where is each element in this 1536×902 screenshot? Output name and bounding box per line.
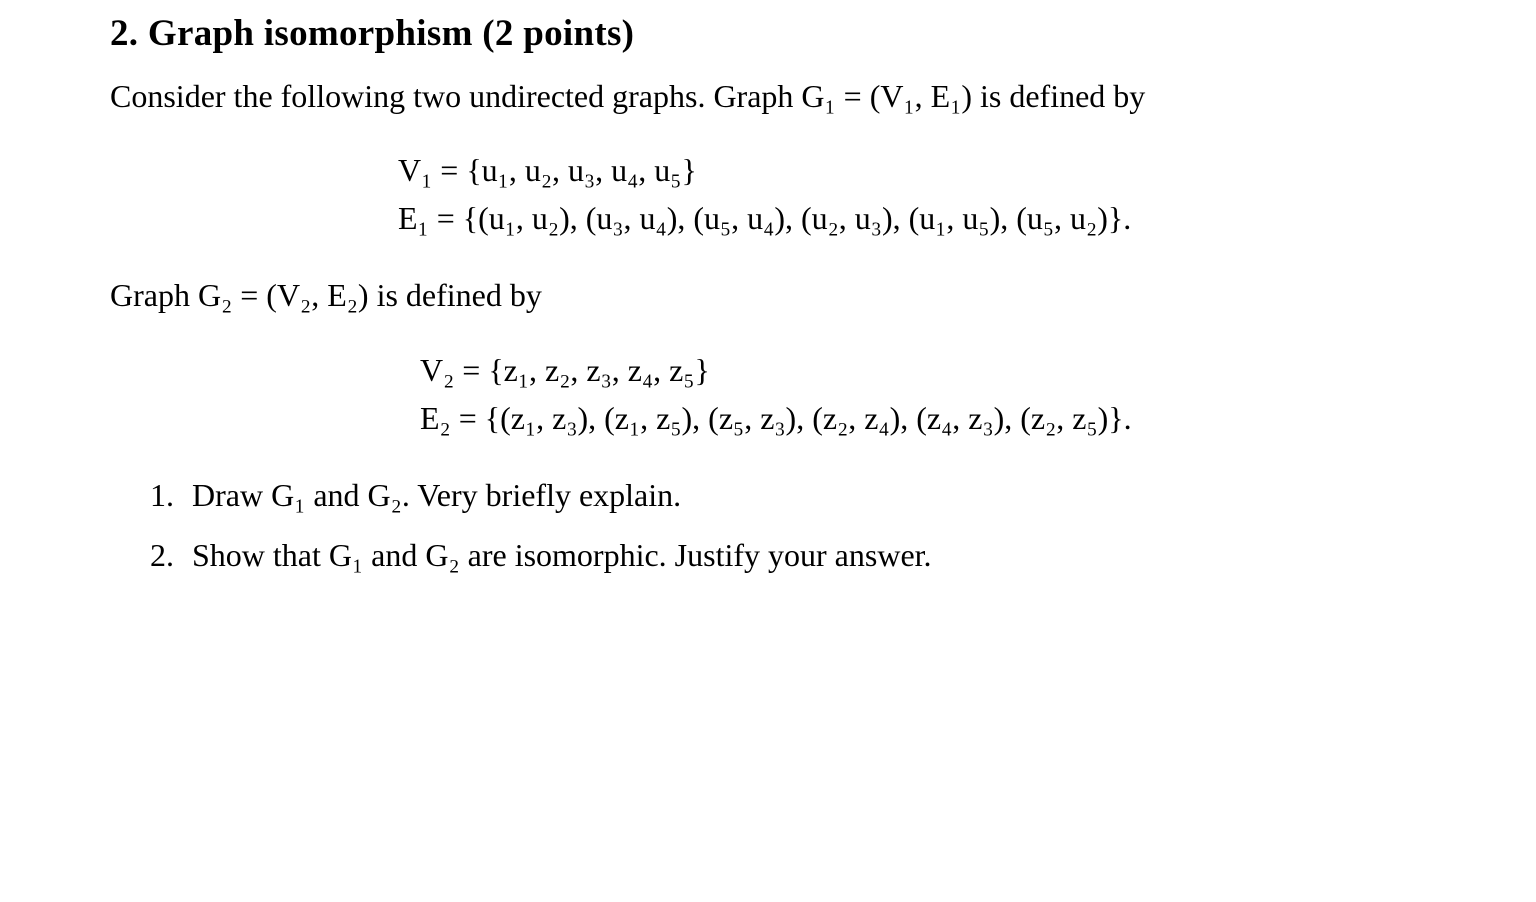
question-number: 2.	[150, 537, 174, 573]
graph1-edge-set: E₁ = {(u₁, u₂), (u₃, u₄), (u₅, u₄), (u₂, u₃), (u₁, u₅), (u₅, u₂)}.	[398, 200, 1132, 236]
question-item	[150, 537, 932, 574]
intro-paragraph: Consider the following two undirected graphs. Graph G₁ = (V₁, E₁) is defined by	[110, 78, 1146, 114]
question-item	[150, 477, 681, 514]
question-text: Draw G₁ and G₂. Very briefly explain.	[192, 477, 682, 513]
question-number: 1.	[150, 477, 174, 513]
graph2-edge-set: E₂ = {(z₁, z₃), (z₁, z₅), (z₅, z₃), (z₂, z₄), (z₄, z₃), (z₂, z₅)}.	[420, 400, 1132, 436]
problem-document	[110, 0, 1510, 902]
graph2-intro-paragraph: Graph G₂ = (V₂, E₂) is defined by	[110, 277, 542, 313]
question-text: Show that G₁ and G₂ are isomorphic. Justify your answer.	[192, 537, 932, 573]
problem-heading: 2. Graph isomorphism (2 points)	[110, 13, 635, 54]
graph1-vertex-set: V₁ = {u₁, u₂, u₃, u₄, u₅}	[398, 152, 697, 188]
graph2-vertex-set: V₂ = {z₁, z₂, z₃, z₄, z₅}	[420, 352, 710, 388]
